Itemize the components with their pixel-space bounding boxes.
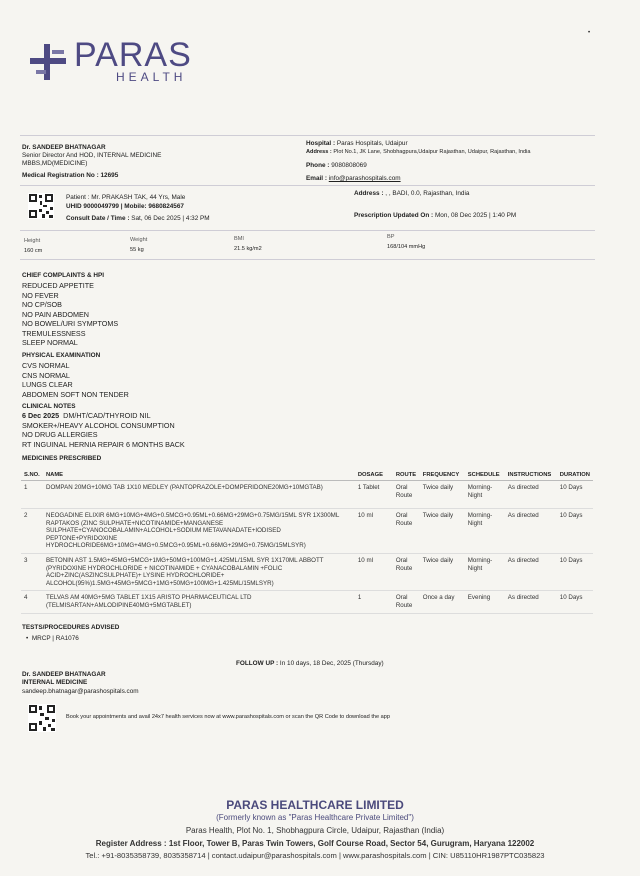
vital-value: 21.5 kg/m2 (234, 246, 262, 252)
cell-sno: 1 (21, 481, 43, 509)
brand-sub: HEALTH (116, 70, 187, 84)
cell-schedule: Morning- Night (465, 509, 505, 554)
section-heading: MEDICINES PRESCRIBED (22, 455, 102, 462)
column-header: SCHEDULE (465, 470, 505, 481)
footer-formerly: (Formerly known as "Paras Healthcare Private Limited") (216, 813, 414, 822)
list-item: NO FEVER (22, 290, 59, 300)
register-label: Register Address : (95, 839, 167, 848)
list-item: SMOKER+/HEAVY ALCOHOL CONSUMPTION (22, 420, 175, 430)
table-header-row (21, 470, 593, 481)
cell-name: BETONIN AST 1.5MG+45MG+5MCG+1MG+50MG+100MG+1.425ML/15ML SYR 1X170ML ABBOTT (PYRIDOXINE HYDROCHLORIDE + NICOTINAMIDE + CYANACOBALAMIN +FOLIC ACID+ZINC(ASZINCSULPHATE)+ LYSINE HYDROCHLORIDE+ ALCOHOL(95%)1.5MG+45MG+5MCG+1MG+50MG+100MG+1.425ML/15MLSYR) (43, 553, 355, 590)
patient-line: Patient : Mr. PRAKASH TAK, 44 Yrs, Male (66, 194, 186, 201)
cell-duration: 10 Days (557, 481, 593, 509)
column-header: FREQUENCY (420, 470, 465, 481)
table-row (21, 591, 593, 613)
doctor-title: Senior Director And HOD, INTERNAL MEDICINE (22, 152, 162, 159)
updated-value: Mon, 08 Dec 2025 | 1:40 PM (434, 212, 517, 219)
doctor-registration: Medical Registration No : 12695 (22, 172, 119, 179)
follow-up-label: FOLLOW UP : (236, 660, 279, 667)
table-row (21, 509, 593, 554)
cell-duration: 10 Days (557, 553, 593, 590)
vital-label: Height (24, 238, 41, 244)
brand-name: PARAS (74, 36, 192, 74)
app-qr-code[interactable] (28, 704, 56, 732)
cell-route: Oral Route (393, 509, 420, 554)
vital-label: Weight (130, 237, 148, 243)
section-heading: CHIEF COMPLAINTS & HPI (22, 272, 105, 279)
section-heading: TESTS/PROCEDURES ADVISED (22, 624, 120, 631)
table-row (21, 481, 593, 509)
email-label: Email : (306, 175, 327, 182)
cell-schedule: Evening (465, 591, 505, 613)
divider (20, 259, 595, 260)
list-item: TREMULESSNESS (22, 328, 86, 338)
cell-instructions: As directed (505, 553, 557, 590)
list-item: CVS NORMAL (22, 361, 70, 370)
cell-name: TELVAS AM 40MG+5MG TABLET 1X15 ARISTO PHARMACEUTICAL LTD (TELMISARTAN+AMLODIPINE40MG+5MGTABLET) (43, 591, 355, 613)
list-item: MRCP | RA1076 (31, 635, 79, 642)
patient-qr-code (28, 193, 54, 219)
table-row (21, 553, 593, 590)
cell-sno: 4 (21, 591, 43, 613)
doctor-degree: MBBS,MD(MEDICINE) (22, 160, 88, 167)
register-value: 1st Floor, Tower B, Paras Twin Towers, Golf Course Road, Sector 54, Gurugram, Haryana 122002 (168, 839, 535, 848)
vital-value: 168/104 mmHg (387, 244, 426, 250)
column-header: DOSAGE (355, 470, 393, 481)
hospital-address-value: Plot No.1, JK Lane, Shobhagpura,Udaipur Rajasthan, Udaipur, Rajasthan, India (333, 149, 531, 155)
cell-frequency: Twice daily (420, 509, 465, 554)
column-header: ROUTE (393, 470, 420, 481)
corner-dot: • (588, 30, 591, 36)
cell-dosage: 10 ml (355, 553, 393, 590)
list-item: NO PAIN ABDOMEN (22, 309, 89, 319)
follow-up (236, 660, 384, 668)
phone-value: 9080808069 (331, 162, 367, 169)
column-header: DURATION (557, 470, 593, 481)
notes-date: 6 Dec 2025 (22, 411, 60, 420)
list-item: NO DRUG ALLERGIES (22, 430, 98, 439)
cell-sno: 3 (21, 553, 43, 590)
cell-dosage: 1 (355, 591, 393, 613)
cell-sno: 2 (21, 509, 43, 554)
uhid-line: UHID 9000049799 | Mobile: 9680824567 (66, 203, 184, 210)
column-header: NAME (43, 470, 355, 481)
signature-email[interactable]: sandeep.bhatnagar@parashospitals.com (22, 688, 139, 695)
patient-address-value: , , BADI, 0.0, Rajasthan, India (385, 190, 470, 197)
doctor-name: Dr. SANDEEP BHATNAGAR (22, 144, 106, 151)
follow-up-value: In 10 days, 18 Dec, 2025 (Thursday) (279, 660, 384, 667)
signature-dept: INTERNAL MEDICINE (22, 679, 88, 686)
cell-route: Oral Route (393, 481, 420, 509)
vital-value: 160 cm (24, 248, 43, 254)
cell-name: NEOGADINE ELIXIR 6MG+10MG+4MG+0.5MCG+0.95ML+0.66MG+29MG+0.75MG/15ML SYR 1X300ML RAPTAKOS (ZINC SULPHATE+NICOTINAMIDE+MANGANESE SULPHATE+CYANOCOBALAMIN+ALCOHOL+SODIUM METAVANADATE+IODISED PEPTONE+PYRIDOXINE HYDROCHLORIDE6MG+10MG+4MG+0.5MCG+0.95ML+0.66MG+29MG+0.75MG/15MLSYR) (43, 509, 355, 554)
cell-schedule: Morning- Night (465, 481, 505, 509)
list-item: ABDOMEN SOFT NON TENDER (22, 389, 129, 399)
list-item: SLEEP NORMAL (22, 338, 78, 347)
paras-cross-icon (28, 42, 70, 84)
column-header: S.NO. (21, 470, 43, 481)
list-item: NO BOWEL/URI SYMPTOMS (22, 319, 119, 328)
list-item: RT INGUINAL HERNIA REPAIR 6 MONTHS BACK (22, 439, 185, 449)
cell-duration: 10 Days (557, 509, 593, 554)
section-heading: CLINICAL NOTES (22, 403, 76, 410)
vital-label: BMI (234, 236, 244, 242)
app-note: Book your appointments and avail 24x7 health services now at www.parashospitals.com or scan the QR Code to download the app (66, 714, 391, 720)
cell-name: DOMPAN 20MG+10MG TAB 1X10 MEDLEY (PANTOPRAZOLE+DOMPERIDONE20MG+10MGTAB) (43, 481, 355, 509)
section-heading: PHYSICAL EXAMINATION (22, 352, 101, 359)
list-item: NO CP/SOB (22, 300, 62, 309)
footer-company: PARAS HEALTHCARE LIMITED (226, 798, 404, 812)
consult-label: Consult Date / Time : (66, 215, 130, 222)
hospital-address-label: Address : (306, 149, 332, 155)
divider (20, 230, 595, 231)
cell-frequency: Once a day (420, 591, 465, 613)
medicines-table (21, 470, 593, 614)
divider (20, 185, 595, 186)
signature-name: Dr. SANDEEP BHATNAGAR (22, 671, 106, 678)
list-item: LUNGS CLEAR (22, 380, 73, 389)
bullet-icon: • (26, 635, 29, 642)
notes-first: DM/HT/CAD/THYROID NIL (63, 411, 151, 420)
consult-value: Sat, 06 Dec 2025 | 4:32 PM (131, 215, 210, 222)
footer-contact: Tel.: +91-8035358739, 8035358714 | contact.udaipur@parashospitals.com | www.parashospitals.com | CIN: U85110HR1987PTC035823 (85, 851, 545, 860)
cell-dosage: 1 Tablet (355, 481, 393, 509)
cell-frequency: Twice daily (420, 481, 465, 509)
vital-value: 55 kg (130, 247, 144, 253)
list-item: REDUCED APPETITE (22, 281, 94, 290)
list-item: CNS NORMAL (22, 370, 70, 380)
vital-label: BP (387, 234, 395, 240)
cell-route: Oral Route (393, 553, 420, 590)
updated-label: Prescription Updated On : (354, 212, 434, 219)
cell-schedule: Morning- Night (465, 553, 505, 590)
cell-dosage: 10 ml (355, 509, 393, 554)
column-header: INSTRUCTIONS (505, 470, 557, 481)
cell-instructions: As directed (505, 481, 557, 509)
cell-instructions: As directed (505, 591, 557, 613)
hospital-value: Paras Hospitals, Udaipur (336, 140, 408, 147)
cell-instructions: As directed (505, 509, 557, 554)
phone-label: Phone : (306, 162, 330, 169)
cell-frequency: Twice daily (420, 553, 465, 590)
divider (20, 135, 595, 136)
patient-address-label: Address : (354, 190, 384, 197)
hospital-label: Hospital : (306, 140, 336, 147)
footer-address: Paras Health, Plot No. 1, Shobhagpura Circle, Udaipur, Rajasthan (India) (185, 826, 445, 835)
cell-duration: 10 Days (557, 591, 593, 613)
cell-route: Oral Route (393, 591, 420, 613)
email-link[interactable]: info@parashospitals.com (328, 175, 401, 182)
